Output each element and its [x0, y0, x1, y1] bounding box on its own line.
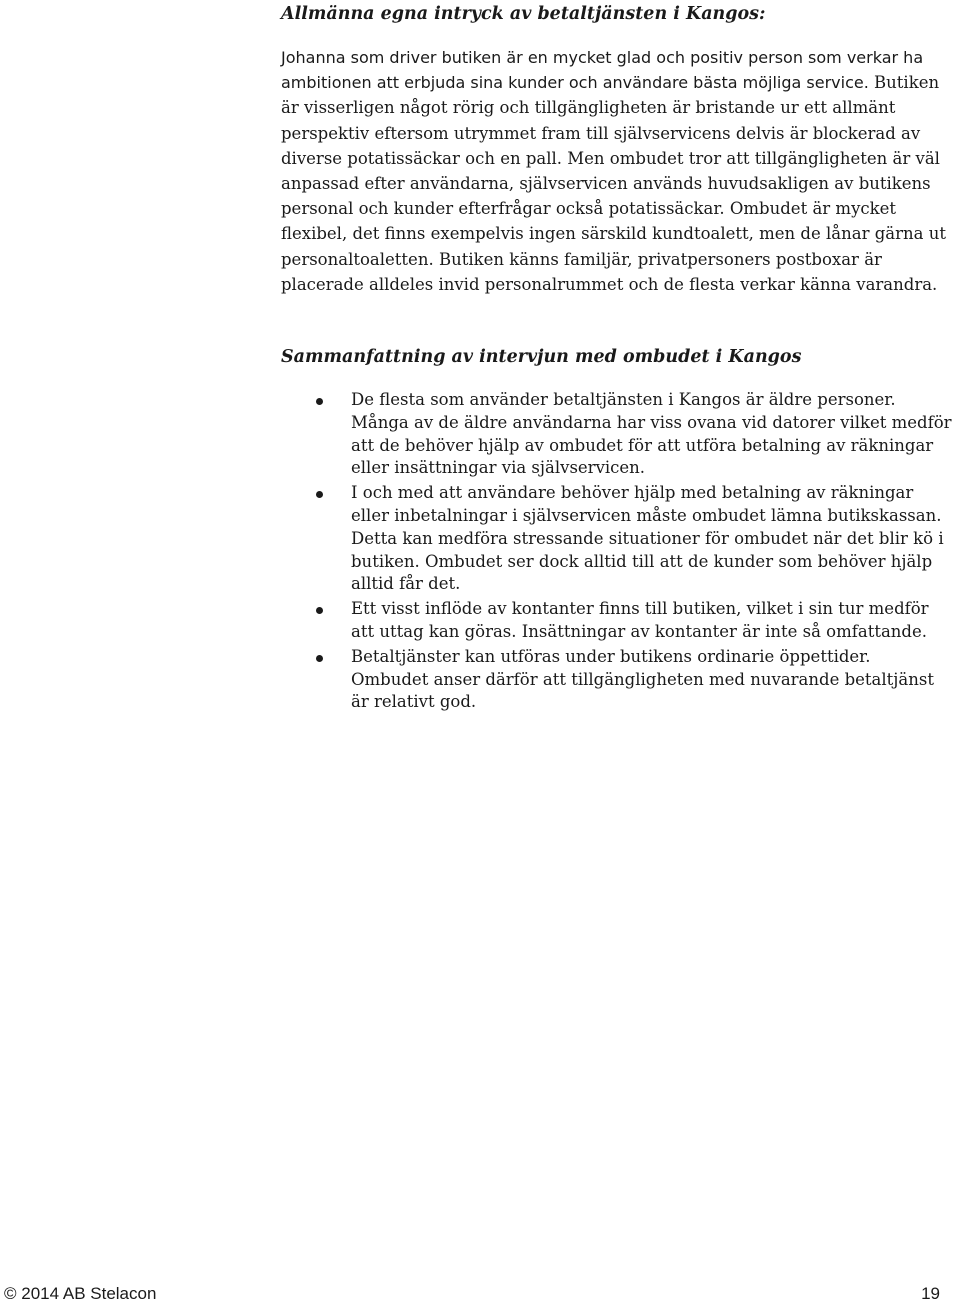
bullet-dot-icon	[316, 398, 323, 405]
section-heading-impressions: Allmänna egna intryck av betaltjänsten i Kangos:	[281, 4, 766, 24]
footer-copyright: © 2014 AB Stelacon	[4, 1284, 157, 1303]
impressions-paragraph	[281, 45, 953, 297]
summary-bullet-list	[281, 389, 953, 716]
bullet-text: I och med att användare behöver hjälp med betalning av räkningar eller inbetalningar i självservicen måste ombudet lämna butikskassan. Detta kan medföra stressande situationer för ombudet när det blir kö i butiken. Ombudet ser dock alltid till att de kunder som behöver hjälp alltid får det.	[351, 483, 944, 594]
footer-page-number: 19	[921, 1284, 940, 1303]
bullet-dot-icon	[316, 607, 323, 614]
page-footer	[0, 1284, 960, 1304]
paragraph-body-text: Butiken är visserligen något rörig och tillgängligheten är bristande ur ett allmänt perspektiv eftersom utrymmet fram till självservicens delvis är blockerad av diverse potatissäckar och en pall. Men ombudet tror att tillgängligheten är väl anpassad efter användarna, självservicen används huvudsakligen av butikens personal och kunder efterfrågar också potatissäckar. Ombudet är mycket flexibel, det finns exempelvis ingen särskild kundtoalett, men de lånar gärna ut personaltoaletten. Butiken känns familjär, privatpersoners postboxar är placerade alldeles invid personalrummet och de flesta verkar känna varandra.	[281, 73, 946, 294]
bullet-dot-icon	[316, 655, 323, 662]
list-item	[281, 389, 953, 480]
bullet-text: De flesta som använder betaltjänsten i Kangos är äldre personer. Många av de äldre användarna har viss ovana vid datorer vilket medför att de behöver hjälp av ombudet för att utföra betalning av räkningar eller insättningar via självservicen.	[351, 390, 952, 478]
list-item	[281, 646, 953, 714]
section-heading-summary: Sammanfattning av intervjun med ombudet i Kangos	[281, 347, 802, 367]
paragraph-intro-text: Johanna som driver butiken är en mycket glad och positiv person som verkar ha ambitionen att erbjuda sina kunder och användare bästa möjliga service.	[281, 48, 924, 93]
bullet-text: Ett visst inflöde av kontanter finns till butiken, vilket i sin tur medför att uttag kan göras. Insättningar av kontanter är inte så omfattande.	[351, 599, 929, 641]
list-item	[281, 482, 953, 596]
list-item	[281, 598, 953, 644]
bullet-text: Betaltjänster kan utföras under butikens ordinarie öppettider. Ombudet anser därför att tillgängligheten med nuvarande betaltjänst är relativt god.	[351, 646, 934, 712]
bullet-dot-icon	[316, 491, 323, 498]
